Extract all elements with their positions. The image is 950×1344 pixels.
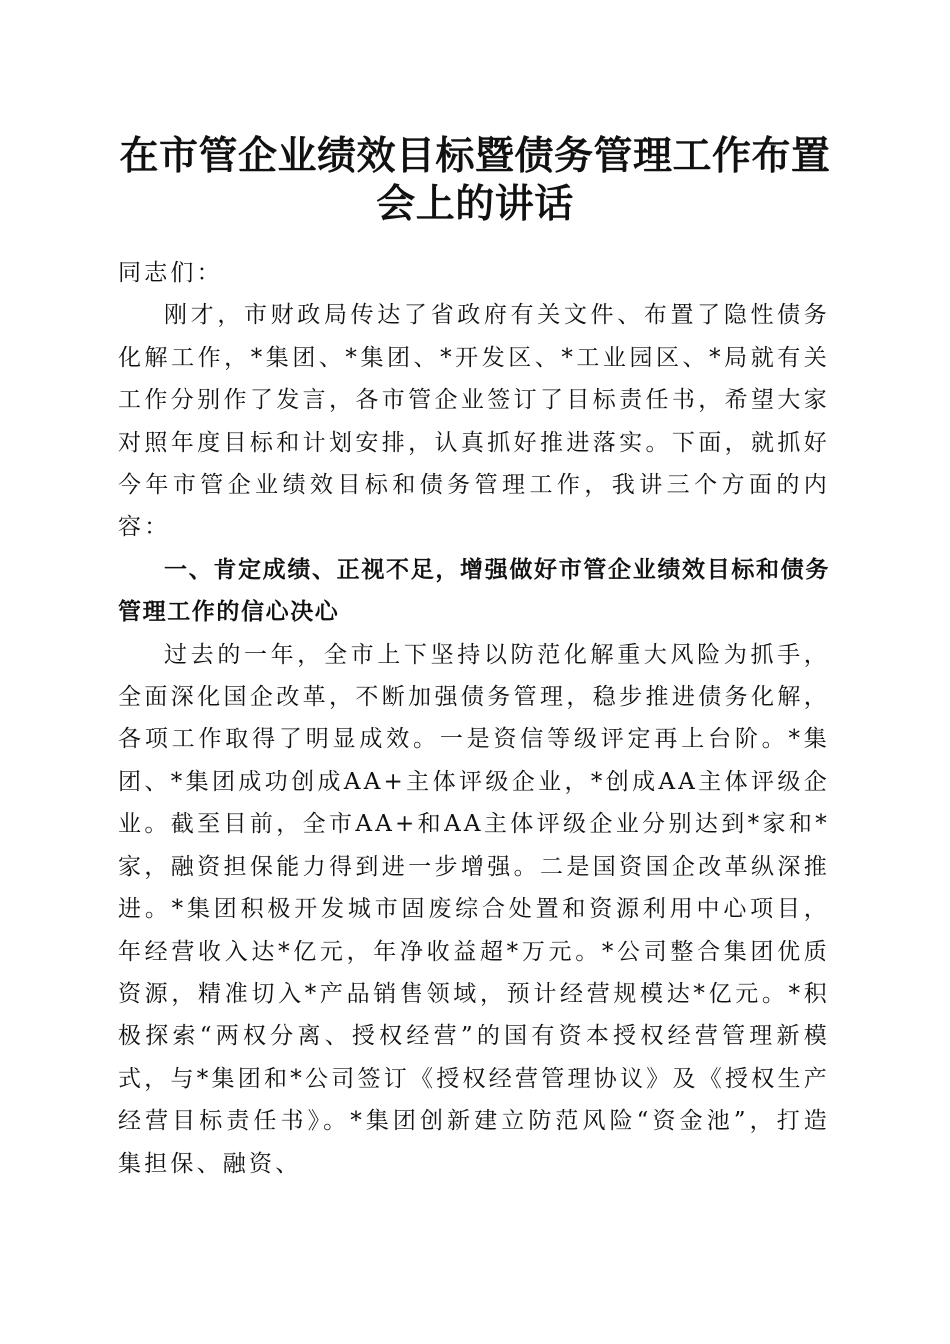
salutation: 同志们： <box>118 260 223 286</box>
paragraph-intro: 刚才，市财政局传达了省政府有关文件、布置了隐性债务化解工作，*集团、*集团、*开发区、*工业园区、*局就有关工作分别作了发言，各市管企业签订了目标责任书，希望大家对照年度目标和计划安排，认真抓好推进落实。下面，就抓好今年市管企业绩效目标和债务管理工作，我讲三个方面的内容： <box>118 302 830 541</box>
paragraph-achievements: 过去的一年，全市上下坚持以防范化解重大风险为抓手，全面深化国企改革，不断加强债务管理，稳步推进债务化解，各项工作取得了明显成效。一是资信等级评定再上台阶。*集团、*集团成功创成AA+主体评级企业，*创成AA主体评级企业。截至目前，全市AA+和AA主体评级企业分别达到*家和*家，融资担保能力得到进一步增强。二是国资国企改革纵深推进。*集团积极开发城市固废综合处置和资源利用中心项目，年经营收入达*亿元，年净收益超*万元。*公司整合集团优质资源，精准切入*产品销售领域，预计经营规模达*亿元。*积极探索“两权分离、授权经营”的国有资本授权经营管理新模式，与*集团和*公司签订《授权经营管理协议》及《授权生产经营目标责任书》。*集团创新建立防范风险“资金池”，打造集担保、融资、 <box>118 641 830 1177</box>
document-body <box>118 252 830 1185</box>
section-heading-1: 一、肯定成绩、正视不足，增强做好市管企业绩效目标和债务管理工作的信心决心 <box>118 556 830 626</box>
document-title: 在市管企业绩效目标暨债务管理工作布置会上的讲话 <box>119 133 831 227</box>
